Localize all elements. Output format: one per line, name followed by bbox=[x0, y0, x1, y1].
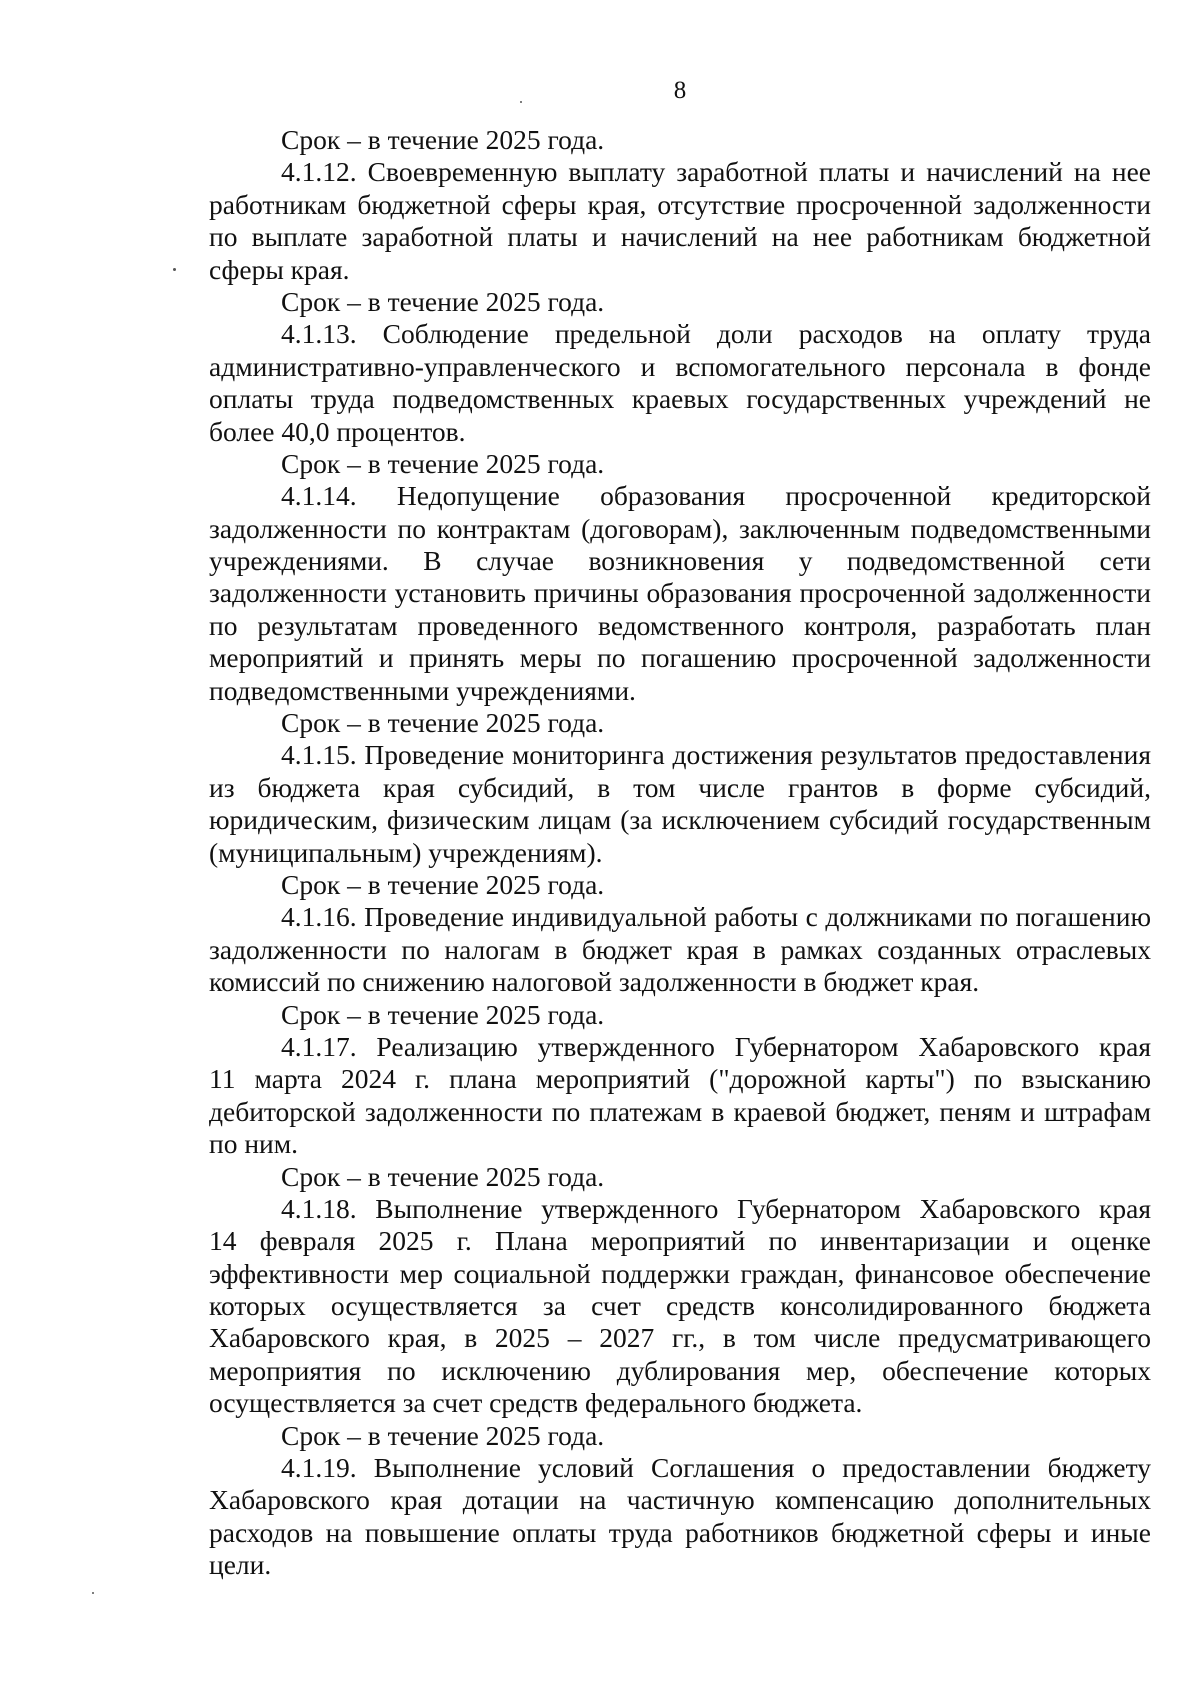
text-line: 14 февраля 2025 г. Плана мероприятий по инвентаризации и оценке bbox=[209, 1225, 1151, 1257]
text-line: Срок – в течение 2025 года. bbox=[281, 998, 605, 1030]
text-line: задолженности по контрактам (договорам), заключенным подведомственными bbox=[209, 512, 1151, 544]
text-line: комиссий по снижению налоговой задолженности в бюджет края. bbox=[209, 966, 980, 998]
text-line: Срок – в течение 2025 года. bbox=[281, 447, 605, 479]
text-line: Хабаровского края дотации на частичную компенсацию дополнительных bbox=[209, 1484, 1151, 1516]
scan-speck bbox=[520, 101, 522, 103]
text-line: эффективности мер социальной поддержки граждан, финансовое обеспечение bbox=[209, 1257, 1151, 1289]
text-line: Срок – в течение 2025 года. bbox=[281, 1419, 605, 1451]
text-line: по результатам проведенного ведомственного контроля, разработать план bbox=[209, 609, 1151, 641]
text-line: оплаты труда подведомственных краевых государственных учреждений не bbox=[209, 383, 1151, 415]
text-line: Срок – в течение 2025 года. bbox=[281, 868, 605, 900]
text-line: задолженности по налогам в бюджет края в рамках созданных отраслевых bbox=[209, 933, 1151, 965]
text-line: учреждениями. В случае возникновения у подведомственной сети bbox=[209, 545, 1151, 577]
text-line: Хабаровского края, в 2025 – 2027 гг., в том числе предусматривающего bbox=[209, 1322, 1151, 1354]
text-line: (муниципальным) учреждениям). bbox=[209, 836, 603, 868]
text-line: подведомственными учреждениями. bbox=[209, 674, 636, 706]
text-line: 4.1.13. Соблюдение предельной доли расходов на оплату труда bbox=[281, 318, 1151, 350]
text-line: более 40,0 процентов. bbox=[209, 415, 466, 447]
text-line: Срок – в течение 2025 года. bbox=[281, 124, 605, 155]
scan-speck bbox=[92, 1592, 94, 1594]
text-line: осуществляется за счет средств федерального бюджета. bbox=[209, 1387, 863, 1419]
text-line: мероприятий и принять меры по погашению просроченной задолженности bbox=[209, 642, 1151, 674]
text-line: юридическим, физическим лицам (за исключением субсидий государственным bbox=[209, 804, 1151, 836]
text-line: по выплате заработной платы и начислений на нее работникам бюджетной bbox=[209, 221, 1151, 253]
text-line: расходов на повышение оплаты труда работников бюджетной сферы и иные bbox=[209, 1516, 1151, 1548]
text-line: 4.1.12. Своевременную выплату заработной платы и начислений на нее bbox=[281, 156, 1151, 188]
text-line: цели. bbox=[209, 1549, 272, 1581]
scan-speck bbox=[173, 268, 176, 271]
text-line: Срок – в течение 2025 года. bbox=[281, 285, 605, 317]
text-line: задолженности установить причины образования просроченной задолженности bbox=[209, 577, 1151, 609]
text-line: 4.1.17. Реализацию утвержденного Губернатором Хабаровского края bbox=[281, 1030, 1151, 1062]
text-line: из бюджета края субсидий, в том числе грантов в форме субсидий, bbox=[209, 771, 1151, 803]
text-line: административно-управленческого и вспомогательного персонала в фонде bbox=[209, 350, 1151, 382]
text-line: 4.1.19. Выполнение условий Соглашения о предоставлении бюджету bbox=[281, 1452, 1151, 1484]
document-body bbox=[209, 124, 1151, 1582]
text-line: мероприятия по исключению дублирования мер, обеспечение которых bbox=[209, 1354, 1151, 1386]
text-line: Срок – в течение 2025 года. bbox=[281, 707, 605, 739]
text-line: 4.1.16. Проведение индивидуальной работы с должниками по погашению bbox=[281, 901, 1151, 933]
text-line: работникам бюджетной сферы края, отсутствие просроченной задолженности bbox=[209, 188, 1151, 220]
text-line: 4.1.18. Выполнение утвержденного Губернатором Хабаровского края bbox=[281, 1192, 1151, 1224]
text-line: 4.1.14. Недопущение образования просроченной кредиторской bbox=[281, 480, 1151, 512]
text-line: Срок – в течение 2025 года. bbox=[281, 1160, 605, 1192]
text-line: дебиторской задолженности по платежам в краевой бюджет, пеням и штрафам bbox=[209, 1095, 1151, 1127]
text-line: сферы края. bbox=[209, 253, 350, 285]
text-line: 4.1.15. Проведение мониторинга достижения результатов предоставления bbox=[281, 739, 1151, 771]
page-number: 8 bbox=[673, 77, 687, 104]
text-line: которых осуществляется за счет средств консолидированного бюджета bbox=[209, 1290, 1151, 1322]
text-line: по ним. bbox=[209, 1128, 299, 1160]
text-line: 11 марта 2024 г. плана мероприятий ("дорожной карты") по взысканию bbox=[209, 1063, 1151, 1095]
